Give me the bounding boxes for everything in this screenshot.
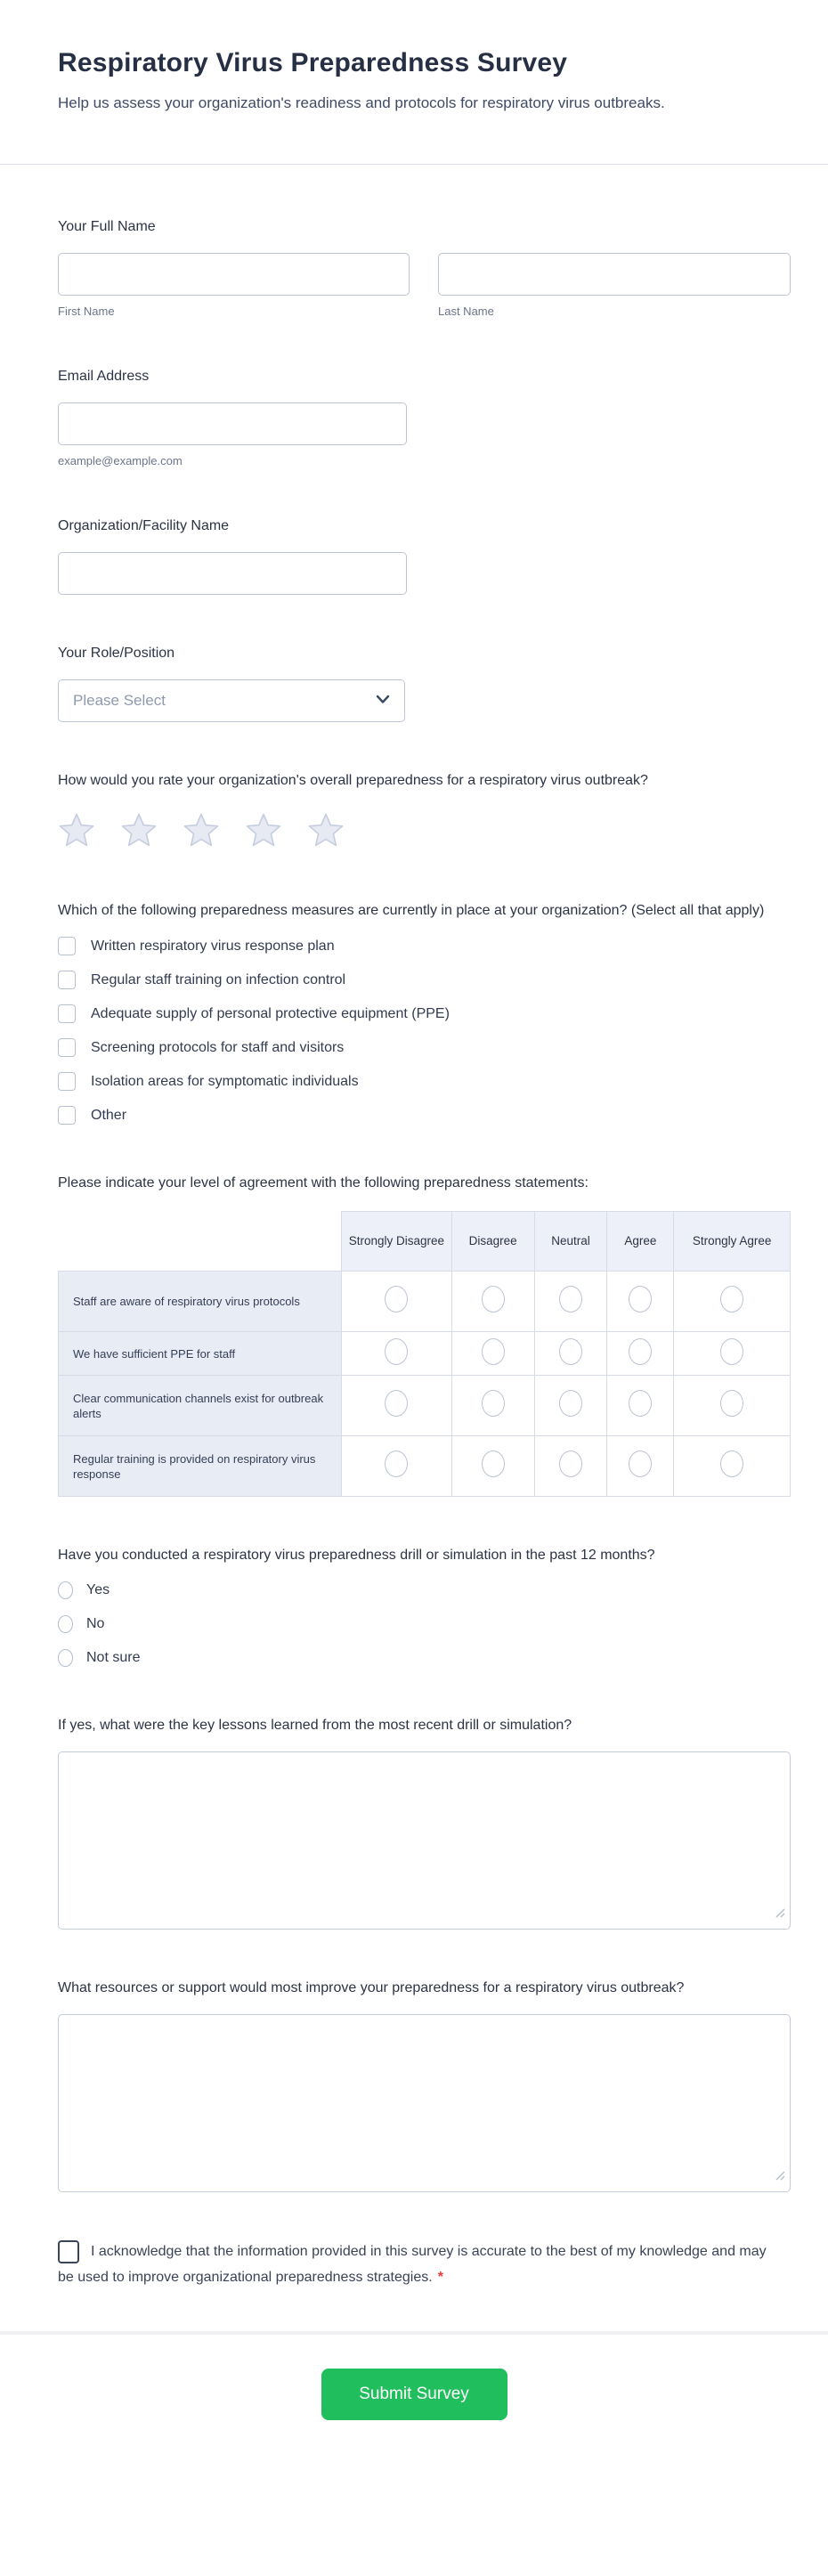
- question-organization: [58, 514, 791, 595]
- matrix-col-header: Agree: [607, 1212, 674, 1272]
- matrix-radio-cell[interactable]: [534, 1272, 607, 1332]
- question-agreement-matrix: [58, 1171, 791, 1497]
- role-select[interactable]: [58, 679, 405, 722]
- acknowledgment-row: [58, 2239, 770, 2290]
- drill-option-yes[interactable]: [58, 1581, 791, 1599]
- measure-option-label: Other: [91, 1108, 127, 1123]
- email-field[interactable]: [58, 402, 407, 445]
- matrix-radio-cell[interactable]: [534, 1332, 607, 1376]
- matrix-row-4: [59, 1436, 791, 1497]
- matrix-col-header: Strongly Disagree: [342, 1212, 452, 1272]
- measure-option-other[interactable]: [58, 1106, 791, 1125]
- question-lessons: [58, 1713, 791, 1930]
- radio-icon[interactable]: [482, 1451, 505, 1477]
- checkbox-icon[interactable]: [58, 1038, 76, 1057]
- chevron-down-icon: [376, 693, 390, 709]
- matrix-radio-cell[interactable]: [342, 1376, 452, 1436]
- resize-handle-icon[interactable]: [775, 1906, 785, 1922]
- matrix-radio-cell[interactable]: [674, 1436, 791, 1497]
- radio-icon[interactable]: [482, 1286, 505, 1312]
- last-name-sublabel: Last Name: [438, 305, 494, 318]
- full-name-label: Your Full Name: [58, 219, 156, 234]
- matrix-col-header: Neutral: [534, 1212, 607, 1272]
- form-header: [0, 0, 828, 164]
- matrix-radio-cell[interactable]: [674, 1376, 791, 1436]
- radio-icon[interactable]: [629, 1451, 652, 1477]
- radio-icon[interactable]: [385, 1286, 408, 1312]
- resources-textarea[interactable]: [58, 2014, 791, 2192]
- matrix-radio-cell[interactable]: [607, 1332, 674, 1376]
- rating-question: How would you rate your organization's overall preparedness for a respiratory virus outbreak?: [58, 773, 648, 788]
- organization-label: Organization/Facility Name: [58, 518, 230, 533]
- radio-icon[interactable]: [629, 1286, 652, 1312]
- page-subtitle: Help us assess your organization's readiness and protocols for respiratory virus outbreaks.: [58, 94, 665, 111]
- star-rating: [58, 812, 791, 852]
- lessons-question: If yes, what were the key lessons learned from the most recent drill or simulation?: [58, 1718, 572, 1733]
- acknowledgment-text: I acknowledge that the information provided in this survey is accurate to the best of my knowledge and may be used to improve organizational preparedness strategies.: [58, 2244, 767, 2285]
- measure-option-label: Isolation areas for symptomatic individuals: [91, 1074, 359, 1089]
- last-name-input[interactable]: [438, 253, 791, 296]
- matrix-radio-cell[interactable]: [607, 1272, 674, 1332]
- question-resources: [58, 1976, 791, 2192]
- radio-icon[interactable]: [720, 1338, 743, 1365]
- question-role: [58, 641, 791, 722]
- drill-option-label: No: [86, 1616, 105, 1631]
- matrix-radio-cell[interactable]: [342, 1332, 452, 1376]
- measure-option-5[interactable]: [58, 1072, 791, 1091]
- required-asterisk: *: [437, 2270, 443, 2285]
- first-name-input[interactable]: [58, 253, 410, 296]
- matrix-question: Please indicate your level of agreement with the following preparedness statements:: [58, 1175, 589, 1190]
- measure-option-label: Written respiratory virus response plan: [91, 939, 335, 954]
- checkbox-icon[interactable]: [58, 1004, 76, 1023]
- radio-icon[interactable]: [385, 1338, 408, 1365]
- radio-icon[interactable]: [720, 1451, 743, 1477]
- matrix-radio-cell[interactable]: [607, 1436, 674, 1497]
- matrix-corner-cell: [59, 1212, 342, 1272]
- matrix-row-label: Regular training is provided on respiratory virus response: [59, 1436, 342, 1497]
- radio-icon[interactable]: [385, 1451, 408, 1477]
- resources-question: What resources or support would most improve your preparedness for a respiratory virus outbreak?: [58, 1980, 685, 1995]
- first-name-sublabel: First Name: [58, 305, 115, 318]
- email-sublabel: example@example.com: [58, 454, 183, 467]
- measure-option-label: Adequate supply of personal protective equipment (PPE): [91, 1006, 450, 1021]
- checkbox-icon[interactable]: [58, 971, 76, 989]
- checkbox-icon[interactable]: [58, 937, 76, 955]
- matrix-radio-cell[interactable]: [342, 1436, 452, 1497]
- star-icon-2[interactable]: [120, 812, 158, 852]
- question-email: [58, 364, 791, 467]
- radio-icon[interactable]: [482, 1390, 505, 1417]
- matrix-row-label: We have sufficient PPE for staff: [59, 1332, 342, 1376]
- radio-icon[interactable]: [482, 1338, 505, 1365]
- radio-icon[interactable]: [720, 1390, 743, 1417]
- star-icon-4[interactable]: [245, 812, 282, 852]
- matrix-radio-cell[interactable]: [534, 1436, 607, 1497]
- radio-icon[interactable]: [58, 1649, 73, 1667]
- radio-icon[interactable]: [629, 1390, 652, 1417]
- matrix-row-3: [59, 1376, 791, 1436]
- radio-icon[interactable]: [58, 1581, 73, 1599]
- measure-option-3[interactable]: [58, 1004, 791, 1023]
- question-measures: [58, 898, 791, 1125]
- matrix-radio-cell[interactable]: [451, 1436, 534, 1497]
- acknowledgment-checkbox[interactable]: [58, 2240, 79, 2263]
- drill-option-not-sure[interactable]: [58, 1649, 791, 1667]
- matrix-row-1: [59, 1272, 791, 1332]
- matrix-row-label: Staff are aware of respiratory virus protocols: [59, 1272, 342, 1332]
- matrix-radio-cell[interactable]: [451, 1332, 534, 1376]
- drill-question: Have you conducted a respiratory virus preparedness drill or simulation in the past 12 months?: [58, 1548, 655, 1563]
- radio-icon[interactable]: [720, 1286, 743, 1312]
- radio-icon[interactable]: [58, 1615, 73, 1633]
- resize-handle-icon[interactable]: [775, 2169, 785, 2185]
- matrix-radio-cell[interactable]: [674, 1332, 791, 1376]
- radio-icon[interactable]: [559, 1338, 582, 1365]
- email-label: Email Address: [58, 369, 150, 384]
- organization-input[interactable]: [58, 552, 407, 595]
- checkbox-icon[interactable]: [58, 1106, 76, 1125]
- star-icon-1[interactable]: [58, 812, 95, 852]
- role-label: Your Role/Position: [58, 646, 175, 661]
- matrix-radio-cell[interactable]: [451, 1376, 534, 1436]
- measure-option-2[interactable]: [58, 971, 791, 989]
- radio-icon[interactable]: [559, 1390, 582, 1417]
- measure-option-1[interactable]: [58, 937, 791, 955]
- submit-survey-label: Submit Survey: [359, 2385, 469, 2403]
- matrix-col-header: Disagree: [451, 1212, 534, 1272]
- drill-option-label: Not sure: [86, 1650, 141, 1665]
- question-drill: [58, 1543, 791, 1667]
- radio-icon[interactable]: [559, 1451, 582, 1477]
- lessons-textarea[interactable]: [58, 1751, 791, 1930]
- submit-survey-button[interactable]: [321, 2369, 507, 2420]
- matrix-col-header: Strongly Agree: [674, 1212, 791, 1272]
- question-rating: [58, 768, 791, 852]
- radio-icon[interactable]: [559, 1286, 582, 1312]
- radio-icon[interactable]: [385, 1390, 408, 1417]
- page-title: Respiratory Virus Preparedness Survey: [58, 48, 568, 77]
- measure-option-4[interactable]: [58, 1038, 791, 1057]
- matrix-radio-cell[interactable]: [451, 1272, 534, 1332]
- measures-question: Which of the following preparedness measures are currently in place at your organization? (Select all that apply): [58, 903, 765, 918]
- matrix-row-label: Clear communication channels exist for outbreak alerts: [59, 1376, 342, 1436]
- star-icon-3[interactable]: [183, 812, 220, 852]
- agreement-matrix-table: [58, 1211, 791, 1497]
- checkbox-icon[interactable]: [58, 1072, 76, 1091]
- form-footer: [0, 2335, 828, 2466]
- role-select-value: Please Select: [73, 692, 166, 709]
- matrix-radio-cell[interactable]: [534, 1376, 607, 1436]
- star-icon-5[interactable]: [307, 812, 345, 852]
- matrix-radio-cell[interactable]: [607, 1376, 674, 1436]
- measure-option-label: Screening protocols for staff and visitors: [91, 1040, 345, 1055]
- drill-option-no[interactable]: [58, 1615, 791, 1633]
- matrix-radio-cell[interactable]: [342, 1272, 452, 1332]
- radio-icon[interactable]: [629, 1338, 652, 1365]
- matrix-row-2: [59, 1332, 791, 1376]
- measure-option-label: Regular staff training on infection control: [91, 972, 346, 987]
- matrix-radio-cell[interactable]: [674, 1272, 791, 1332]
- drill-option-label: Yes: [86, 1582, 110, 1597]
- question-full-name: [58, 215, 791, 318]
